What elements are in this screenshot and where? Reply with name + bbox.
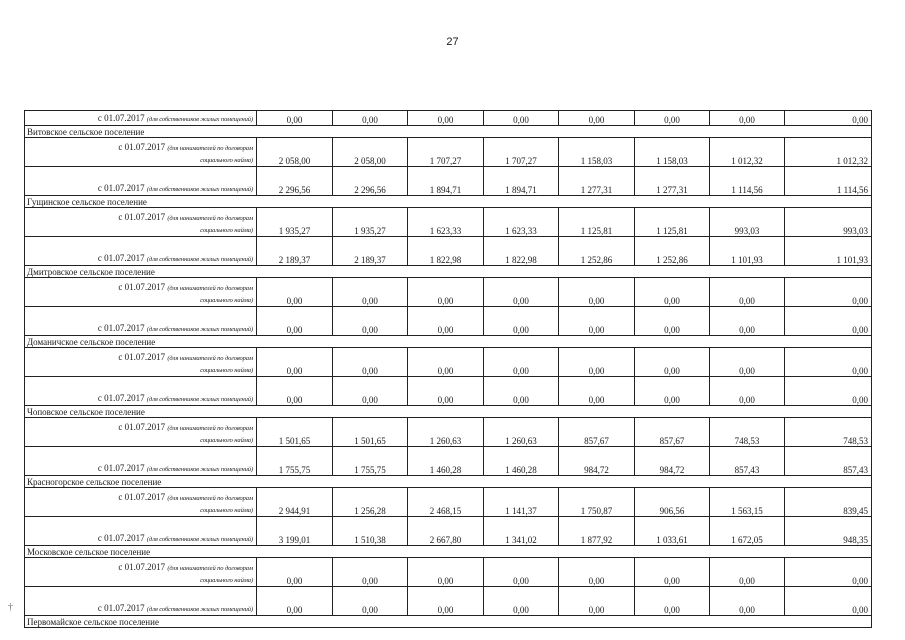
tariff-value-cell: 0,00 [710, 278, 785, 307]
row-label-note: (для нанимателей по договорам [167, 285, 253, 292]
tariff-value-cell: 1 125,81 [635, 208, 710, 237]
settlement-header-row [25, 616, 872, 628]
tariff-value-cell: 1 894,71 [408, 167, 484, 196]
tariff-value-cell: 1 755,75 [257, 447, 333, 476]
row-label-note: (для нанимателей по договорам [167, 565, 253, 572]
tariff-value-cell: 1 501,65 [257, 418, 333, 447]
tariff-value-cell: 0,00 [257, 111, 333, 126]
tariff-value-cell: 0,00 [257, 558, 333, 587]
tariff-value-cell: 0,00 [785, 278, 872, 307]
tariff-value-cell: 0,00 [257, 278, 333, 307]
tariff-value-cell: 993,03 [785, 208, 872, 237]
tariff-value-cell: 0,00 [559, 307, 635, 336]
row-label-note: социального найма) [200, 507, 253, 514]
tariff-value-cell: 0,00 [333, 278, 408, 307]
tariff-value-cell: 2 296,56 [257, 167, 333, 196]
row-label-date: с 01.07.2017 [97, 323, 145, 333]
tariff-value-cell: 0,00 [785, 111, 872, 126]
tariff-value-cell: 0,00 [785, 587, 872, 616]
row-label-line [28, 492, 253, 504]
tariff-value-cell: 2 296,56 [333, 167, 408, 196]
tariff-value-cell: 0,00 [785, 307, 872, 336]
row-label-line [28, 434, 253, 446]
tariff-value-cell: 1 894,71 [484, 167, 559, 196]
tariff-value-cell: 2 468,15 [408, 488, 484, 517]
row-label-line [28, 422, 253, 434]
row-label-date: с 01.07.2017 [118, 212, 166, 222]
tariff-value-cell: 0,00 [635, 278, 710, 307]
tariff-value-cell: 1 822,98 [484, 237, 559, 266]
row-label [25, 348, 257, 377]
tariff-value-cell: 1 510,38 [333, 517, 408, 546]
row-label-note: социального найма) [200, 437, 253, 444]
row-label-note: (для собственников жилых помещений) [146, 186, 253, 193]
tariff-value-cell: 1 158,03 [559, 138, 635, 167]
tariff-value-cell: 0,00 [635, 377, 710, 406]
row-label [25, 377, 257, 406]
row-label-line [28, 154, 253, 166]
tariff-value-cell: 0,00 [257, 377, 333, 406]
row-label-note: (для собственников жилых помещений) [146, 466, 253, 473]
tariff-value-cell: 1 114,56 [785, 167, 872, 196]
tariff-value-cell: 857,43 [710, 447, 785, 476]
row-label-date: с 01.07.2017 [97, 253, 145, 263]
row-label-date: с 01.07.2017 [118, 492, 166, 502]
tariff-value-cell: 0,00 [635, 558, 710, 587]
tariff-value-cell: 1 101,93 [785, 237, 872, 266]
tariff-value-cell: 857,43 [785, 447, 872, 476]
tariff-value-cell: 0,00 [785, 377, 872, 406]
settlement-header-row [25, 546, 872, 558]
tariff-value-cell: 0,00 [333, 377, 408, 406]
row-label [25, 208, 257, 237]
tariff-value-cell: 0,00 [635, 587, 710, 616]
tariff-value-cell: 0,00 [785, 558, 872, 587]
tariff-value-cell: 1 141,37 [484, 488, 559, 517]
row-label-note: социального найма) [200, 577, 253, 584]
tariff-value-cell: 1 750,87 [559, 488, 635, 517]
tariff-value-cell: 1 277,31 [559, 167, 635, 196]
settlement-name: Дмитровское сельское поселение [25, 266, 872, 278]
row-label [25, 237, 257, 266]
settlement-name: Чоповское сельское поселение [25, 406, 872, 418]
tariff-value-cell: 0,00 [635, 348, 710, 377]
row-label-date: с 01.07.2017 [97, 113, 145, 123]
row-label-note: социального найма) [200, 227, 253, 234]
tariff-value-cell: 0,00 [333, 558, 408, 587]
tariff-value-cell: 1 012,32 [710, 138, 785, 167]
settlement-name: Доманичское сельское поселение [25, 336, 872, 348]
tariff-value-cell: 1 501,65 [333, 418, 408, 447]
tariff-value-cell: 1 707,27 [408, 138, 484, 167]
tariff-value-cell: 984,72 [635, 447, 710, 476]
row-label [25, 447, 257, 476]
tariff-value-cell: 0,00 [635, 111, 710, 126]
tariff-value-cell: 2 667,80 [408, 517, 484, 546]
tariff-value-cell: 1 114,56 [710, 167, 785, 196]
tariff-value-cell: 2 058,00 [333, 138, 408, 167]
tariff-value-cell: 0,00 [408, 587, 484, 616]
tariff-value-cell: 0,00 [484, 348, 559, 377]
tenants-tariff-row [25, 278, 872, 307]
tariff-value-cell: 1 260,63 [484, 418, 559, 447]
tariff-value-cell: 1 623,33 [484, 208, 559, 237]
tariff-value-cell: 0,00 [559, 278, 635, 307]
owners-tariff-row [25, 111, 872, 126]
settlement-name: Первомайское сельское поселение [25, 616, 872, 628]
row-label-line [28, 142, 253, 154]
row-label-note: (для собственников жилых помещений) [146, 536, 253, 543]
tariff-value-cell: 1 877,92 [559, 517, 635, 546]
tariff-value-cell: 857,67 [559, 418, 635, 447]
tariff-value-cell: 1 460,28 [408, 447, 484, 476]
tariff-value-cell: 0,00 [333, 111, 408, 126]
tariff-value-cell: 0,00 [710, 307, 785, 336]
row-label-note: (для нанимателей по договорам [167, 495, 253, 502]
tariff-value-cell: 1 563,15 [710, 488, 785, 517]
tariff-value-cell: 984,72 [559, 447, 635, 476]
row-label [25, 307, 257, 336]
row-label [25, 488, 257, 517]
tariff-value-cell: 0,00 [408, 307, 484, 336]
tariff-value-cell: 0,00 [257, 348, 333, 377]
settlement-header-row [25, 336, 872, 348]
settlement-name: Красногорское сельское поселение [25, 476, 872, 488]
row-label-date: с 01.07.2017 [97, 393, 145, 403]
owners-tariff-row [25, 167, 872, 196]
row-label-date: с 01.07.2017 [97, 463, 145, 473]
tariff-value-cell: 2 189,37 [333, 237, 408, 266]
row-label-line [28, 212, 253, 224]
row-label-note: (для нанимателей по договорам [167, 425, 253, 432]
row-label-date: с 01.07.2017 [118, 562, 166, 572]
tariff-value-cell: 2 058,00 [257, 138, 333, 167]
tariff-value-cell: 0,00 [484, 587, 559, 616]
tariff-value-cell: 1 341,02 [484, 517, 559, 546]
owners-tariff-row [25, 237, 872, 266]
tariff-value-cell: 1 158,03 [635, 138, 710, 167]
tariff-value-cell: 1 256,28 [333, 488, 408, 517]
tariff-value-cell: 0,00 [484, 278, 559, 307]
tenants-tariff-row [25, 488, 872, 517]
tariff-value-cell: 748,53 [710, 418, 785, 447]
row-label [25, 278, 257, 307]
tariff-value-cell: 1 101,93 [710, 237, 785, 266]
row-label-line [28, 504, 253, 516]
row-label-line [28, 294, 253, 306]
tenants-tariff-row [25, 138, 872, 167]
tariff-value-cell: 1 012,32 [785, 138, 872, 167]
tariff-value-cell: 948,35 [785, 517, 872, 546]
page-number: 27 [446, 36, 459, 48]
tariff-value-cell: 857,67 [635, 418, 710, 447]
row-label-line [28, 562, 253, 574]
owners-tariff-row [25, 587, 872, 616]
row-label-note: социального найма) [200, 297, 253, 304]
owners-tariff-row [25, 447, 872, 476]
tariff-value-cell: 1 252,86 [559, 237, 635, 266]
tariff-value-cell: 748,53 [785, 418, 872, 447]
row-label-note: (для собственников жилых помещений) [146, 326, 253, 333]
tariff-value-cell: 839,45 [785, 488, 872, 517]
stray-mark: † [8, 602, 13, 613]
tariff-value-cell: 1 033,61 [635, 517, 710, 546]
tariff-value-cell: 1 935,27 [257, 208, 333, 237]
tariff-value-cell: 0,00 [635, 307, 710, 336]
settlement-name: Московское сельское поселение [25, 546, 872, 558]
settlement-name: Витовское сельское поселение [25, 126, 872, 138]
tariff-value-cell: 2 944,91 [257, 488, 333, 517]
row-label-note: (для собственников жилых помещений) [146, 116, 253, 123]
tariff-value-cell: 0,00 [333, 587, 408, 616]
tariff-value-cell: 1 822,98 [408, 237, 484, 266]
tariff-value-cell: 1 460,28 [484, 447, 559, 476]
row-label [25, 418, 257, 447]
row-label-note: (для собственников жилых помещений) [146, 256, 253, 263]
tariff-value-cell: 1 623,33 [408, 208, 484, 237]
row-label [25, 517, 257, 546]
row-label [25, 587, 257, 616]
tenants-tariff-row [25, 348, 872, 377]
row-label-line [28, 364, 253, 376]
tenants-tariff-row [25, 418, 872, 447]
owners-tariff-row [25, 307, 872, 336]
tariff-value-cell: 993,03 [710, 208, 785, 237]
row-label-note: (для нанимателей по договорам [167, 355, 253, 362]
tariff-value-cell: 0,00 [710, 587, 785, 616]
tariff-value-cell: 0,00 [559, 587, 635, 616]
owners-tariff-row [25, 377, 872, 406]
tariff-value-cell: 0,00 [408, 558, 484, 587]
tariff-value-cell: 1 707,27 [484, 138, 559, 167]
tariff-value-cell: 1 755,75 [333, 447, 408, 476]
tariff-value-cell: 0,00 [710, 377, 785, 406]
settlement-header-row [25, 126, 872, 138]
row-label-note: (для собственников жилых помещений) [146, 606, 253, 613]
row-label-date: с 01.07.2017 [97, 183, 145, 193]
owners-tariff-row [25, 517, 872, 546]
tariff-value-cell: 0,00 [710, 558, 785, 587]
tariff-value-cell: 3 199,01 [257, 517, 333, 546]
row-label-note: социального найма) [200, 367, 253, 374]
row-label-line [28, 352, 253, 364]
tariff-table-body [25, 111, 872, 628]
tariff-value-cell: 0,00 [559, 348, 635, 377]
tariff-value-cell: 0,00 [408, 111, 484, 126]
tariff-value-cell: 2 189,37 [257, 237, 333, 266]
tariff-value-cell: 0,00 [484, 558, 559, 587]
tariff-value-cell: 1 260,63 [408, 418, 484, 447]
tariff-value-cell: 0,00 [484, 377, 559, 406]
settlement-header-row [25, 476, 872, 488]
tariff-value-cell: 0,00 [408, 377, 484, 406]
tariff-value-cell: 0,00 [484, 111, 559, 126]
tariff-value-cell: 0,00 [559, 558, 635, 587]
row-label [25, 167, 257, 196]
row-label-line [28, 574, 253, 586]
row-label-line [28, 224, 253, 236]
row-label-note: (для собственников жилых помещений) [146, 396, 253, 403]
tariff-value-cell: 0,00 [408, 348, 484, 377]
tariff-value-cell: 1 125,81 [559, 208, 635, 237]
tariff-value-cell: 0,00 [785, 348, 872, 377]
row-label [25, 111, 257, 126]
tariff-value-cell: 1 672,05 [710, 517, 785, 546]
tariff-value-cell: 1 935,27 [333, 208, 408, 237]
tariff-value-cell: 0,00 [484, 307, 559, 336]
row-label-date: с 01.07.2017 [118, 142, 166, 152]
row-label-date: с 01.07.2017 [97, 533, 145, 543]
tariff-value-cell: 0,00 [333, 307, 408, 336]
row-label-note: социального найма) [200, 157, 253, 164]
row-label-note: (для нанимателей по договорам [167, 145, 253, 152]
tenants-tariff-row [25, 558, 872, 587]
row-label [25, 558, 257, 587]
row-label [25, 138, 257, 167]
tariff-value-cell: 906,56 [635, 488, 710, 517]
row-label-date: с 01.07.2017 [118, 282, 166, 292]
row-label-note: (для нанимателей по договорам [167, 215, 253, 222]
tariff-value-cell: 0,00 [710, 348, 785, 377]
tariff-value-cell: 1 252,86 [635, 237, 710, 266]
row-label-date: с 01.07.2017 [118, 352, 166, 362]
row-label-date: с 01.07.2017 [118, 422, 166, 432]
row-label-date: с 01.07.2017 [97, 603, 145, 613]
tariff-table [24, 110, 872, 628]
tariff-value-cell: 0,00 [257, 587, 333, 616]
settlement-header-row [25, 406, 872, 418]
tariff-value-cell: 0,00 [333, 348, 408, 377]
settlement-header-row [25, 196, 872, 208]
tariff-value-cell: 0,00 [257, 307, 333, 336]
tariff-value-cell: 0,00 [408, 278, 484, 307]
settlement-header-row [25, 266, 872, 278]
tariff-value-cell: 1 277,31 [635, 167, 710, 196]
tariff-value-cell: 0,00 [710, 111, 785, 126]
tenants-tariff-row [25, 208, 872, 237]
settlement-name: Гущинское сельское поселение [25, 196, 872, 208]
tariff-value-cell: 0,00 [559, 377, 635, 406]
tariff-value-cell: 0,00 [559, 111, 635, 126]
row-label-line [28, 282, 253, 294]
